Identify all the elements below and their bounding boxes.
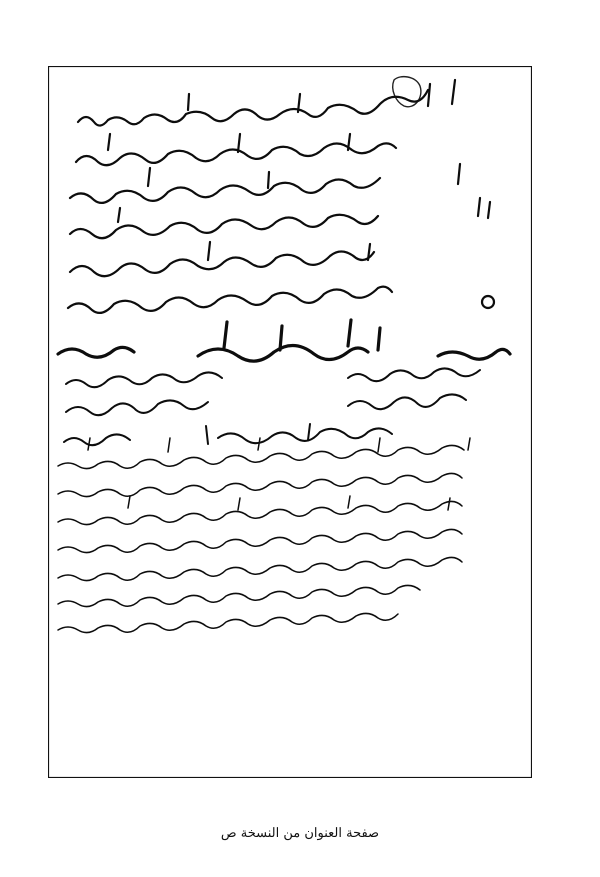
handwritten-manuscript-image xyxy=(48,66,532,778)
page-caption: صفحة العنوان من النسخة ص xyxy=(220,826,380,841)
